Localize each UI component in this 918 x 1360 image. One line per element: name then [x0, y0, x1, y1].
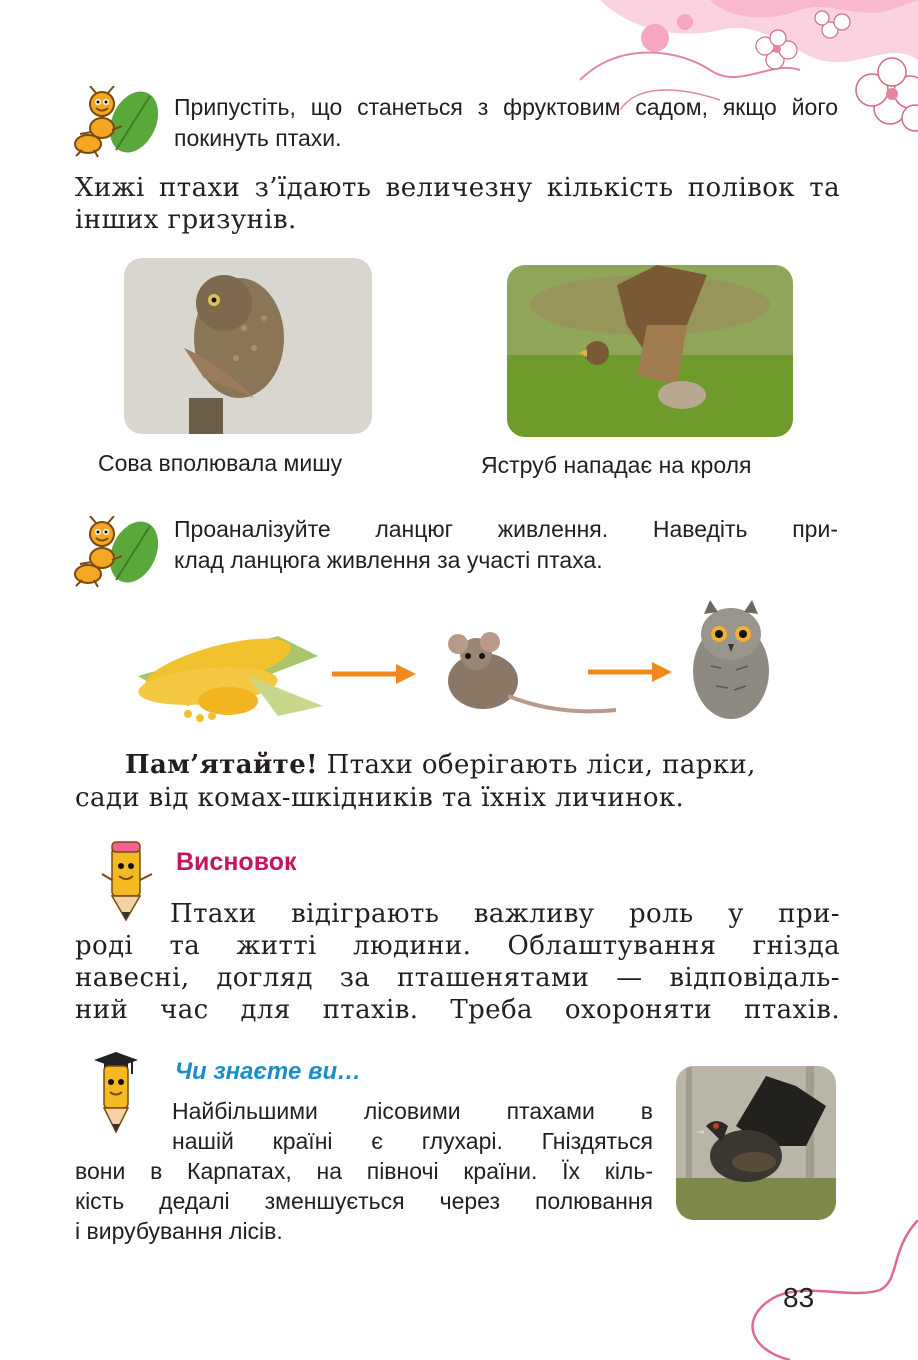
hawk-photo-caption: Яструб нападає на кроля — [481, 452, 752, 478]
remember-line1 — [125, 749, 840, 781]
remember-line1-text: Птахи оберігають ліси, парки, — [317, 750, 756, 780]
corn-image — [128, 606, 328, 726]
owl-photo-caption: Сова вполювала мишу — [98, 450, 343, 476]
remember-bold-label: Пам’ятайте! — [125, 750, 318, 780]
task2-line1: Проаналізуйте ланцюг живлення. Наведіть при- — [174, 516, 838, 542]
remember-line2: сади від комах-шкідників та їхніх личинок. — [75, 783, 685, 813]
conclusion-line2: роді та житті людини. Облаштування гнізда — [75, 931, 840, 961]
owl-catching-mouse-photo — [124, 258, 372, 434]
arrow-right-icon — [330, 662, 418, 686]
hawk-attacking-rabbit-photo — [507, 265, 793, 437]
did-you-know-line1: Найбільшими лісовими птахами в — [172, 1098, 653, 1124]
conclusion-title: Висновок — [176, 848, 297, 876]
conclusion-line3: навесні, догляд за пташенятами — відповідаль- — [75, 963, 840, 993]
capercaillie-photo — [676, 1066, 836, 1220]
page-number: 83 — [783, 1282, 815, 1313]
ant-on-leaf-icon — [72, 516, 158, 588]
did-you-know-line2: нашій країні є глухарі. Гніздяться — [172, 1128, 653, 1154]
pencil-character-icon — [100, 840, 156, 924]
owl-image — [676, 596, 786, 722]
ant-on-leaf-icon — [72, 86, 158, 158]
predators-paragraph: Хижі птахи з’їдають величезну кількість полівок та інших гризунів. — [75, 173, 840, 235]
arrow-right-icon — [586, 660, 674, 684]
conclusion-line1: Птахи відіграють важливу роль у при- — [170, 899, 840, 929]
did-you-know-title: Чи знаєте ви… — [175, 1058, 362, 1085]
task2-line2: клад ланцюга живлення за участі птаха. — [174, 547, 603, 573]
conclusion-line4: ний час для птахів. Треба охороняти птахів. — [75, 995, 840, 1025]
page-number-decoration — [740, 1220, 918, 1360]
task1-text: Припустіть, що станеться з фруктовим садом, якщо його покинуть птахи. — [174, 94, 838, 151]
did-you-know-line3: вони в Карпатах, на півночі країни. Їх кіль- — [75, 1158, 653, 1184]
did-you-know-line5: і вирубування лісів. — [75, 1218, 283, 1244]
did-you-know-line4: кість дедалі зменшується через полювання — [75, 1188, 653, 1214]
graduate-pencil-icon — [86, 1050, 146, 1134]
